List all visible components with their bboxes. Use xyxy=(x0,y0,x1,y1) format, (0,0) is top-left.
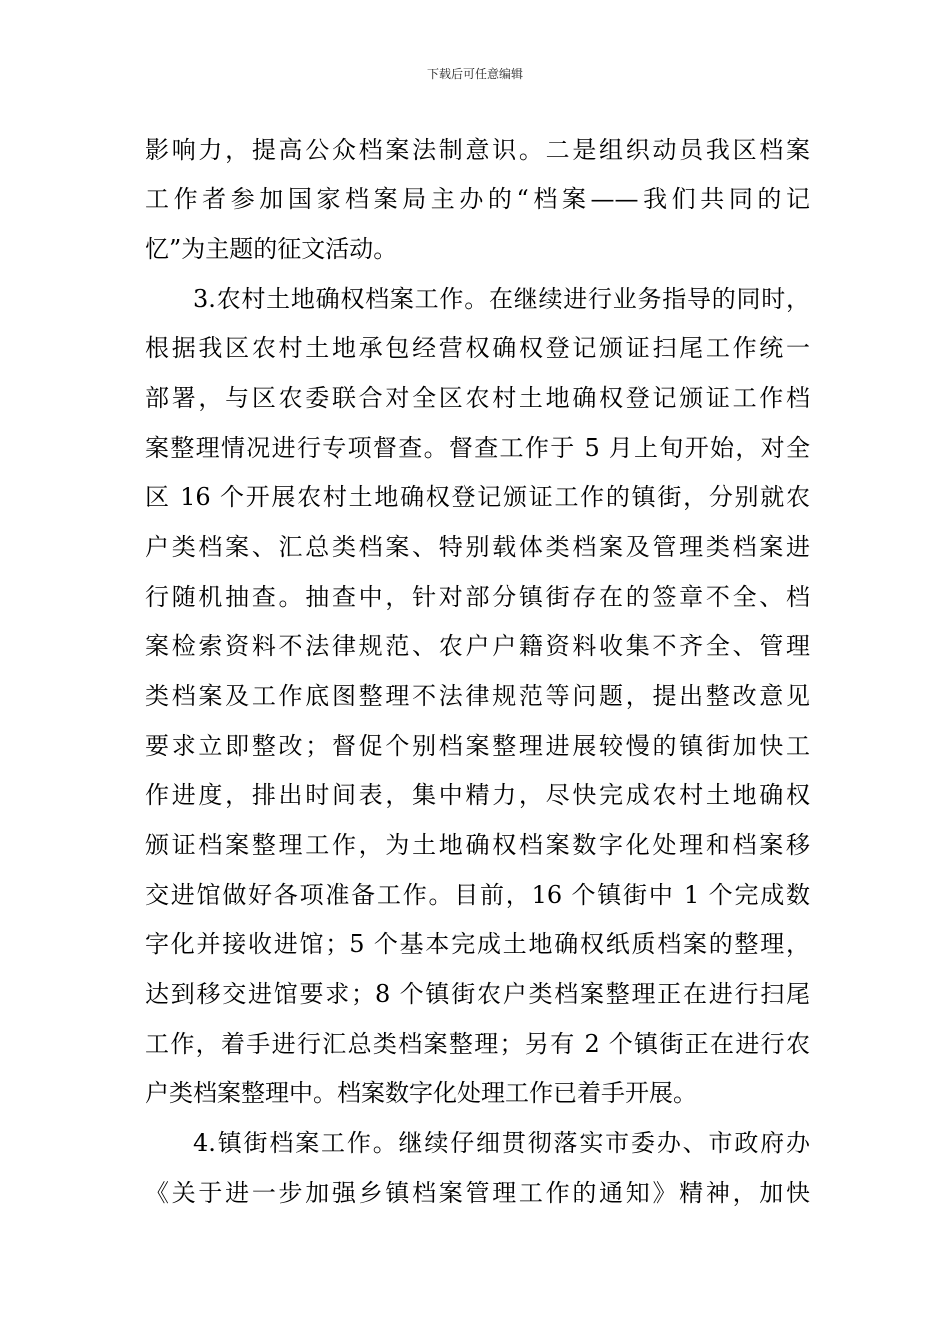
body-line: 影响力，提高公众档案法制意识。二是组织动员我区档案 xyxy=(145,136,810,164)
body-line: 3.农村土地确权档案工作。在继续进行业务指导的同时， xyxy=(193,285,810,313)
body-line: 户类档案、汇总类档案、特别载体类档案及管理类档案进 xyxy=(145,533,810,561)
body-line: 《关于进一步加强乡镇档案管理工作的通知》精神，加快 xyxy=(145,1179,810,1207)
body-line: 区 16 个开展农村土地确权登记颁证工作的镇街，分别就农 xyxy=(145,483,810,511)
body-line: 颁证档案整理工作，为土地确权档案数字化处理和档案移 xyxy=(145,831,810,859)
body-line: 类档案及工作底图整理不法律规范等问题，提出整改意见 xyxy=(145,682,810,710)
body-line: 达到移交进馆要求；8 个镇街农户类档案整理正在进行扫尾 xyxy=(145,980,810,1008)
body-line: 行随机抽查。抽查中，针对部分镇街存在的签章不全、档 xyxy=(145,583,810,611)
body-line: 部署，与区农委联合对全区农村土地确权登记颁证工作档 xyxy=(145,384,810,412)
body-line: 字化并接收进馆；5 个基本完成土地确权纸质档案的整理， xyxy=(145,930,810,958)
body-line: 根据我区农村土地承包经营权确权登记颁证扫尾工作统一 xyxy=(145,334,810,362)
body-line: 工作，着手进行汇总类档案整理；另有 2 个镇街正在进行农 xyxy=(145,1030,810,1058)
page-header: 下载后可任意编辑 xyxy=(426,67,523,81)
body-line: 案整理情况进行专项督查。督查工作于 5 月上旬开始，对全 xyxy=(145,434,810,462)
body-line: 作进度，排出时间表，集中精力，尽快完成农村土地确权 xyxy=(145,781,810,809)
body-line: 忆”为主题的征文活动。 xyxy=(145,235,398,263)
body-line: 案检索资料不法律规范、农户户籍资料收集不齐全、管理 xyxy=(145,632,810,660)
body-line: 户类档案整理中。档案数字化处理工作已着手开展。 xyxy=(145,1079,697,1107)
body-line: 4.镇街档案工作。继续仔细贯彻落实市委办、市政府办 xyxy=(193,1129,810,1157)
body-line: 工作者参加国家档案局主办的“档案——我们共同的记 xyxy=(145,185,810,213)
body-line: 要求立即整改；督促个别档案整理进展较慢的镇街加快工 xyxy=(145,732,810,760)
body-line: 交进馆做好各项准备工作。目前，16 个镇街中 1 个完成数 xyxy=(145,881,810,909)
